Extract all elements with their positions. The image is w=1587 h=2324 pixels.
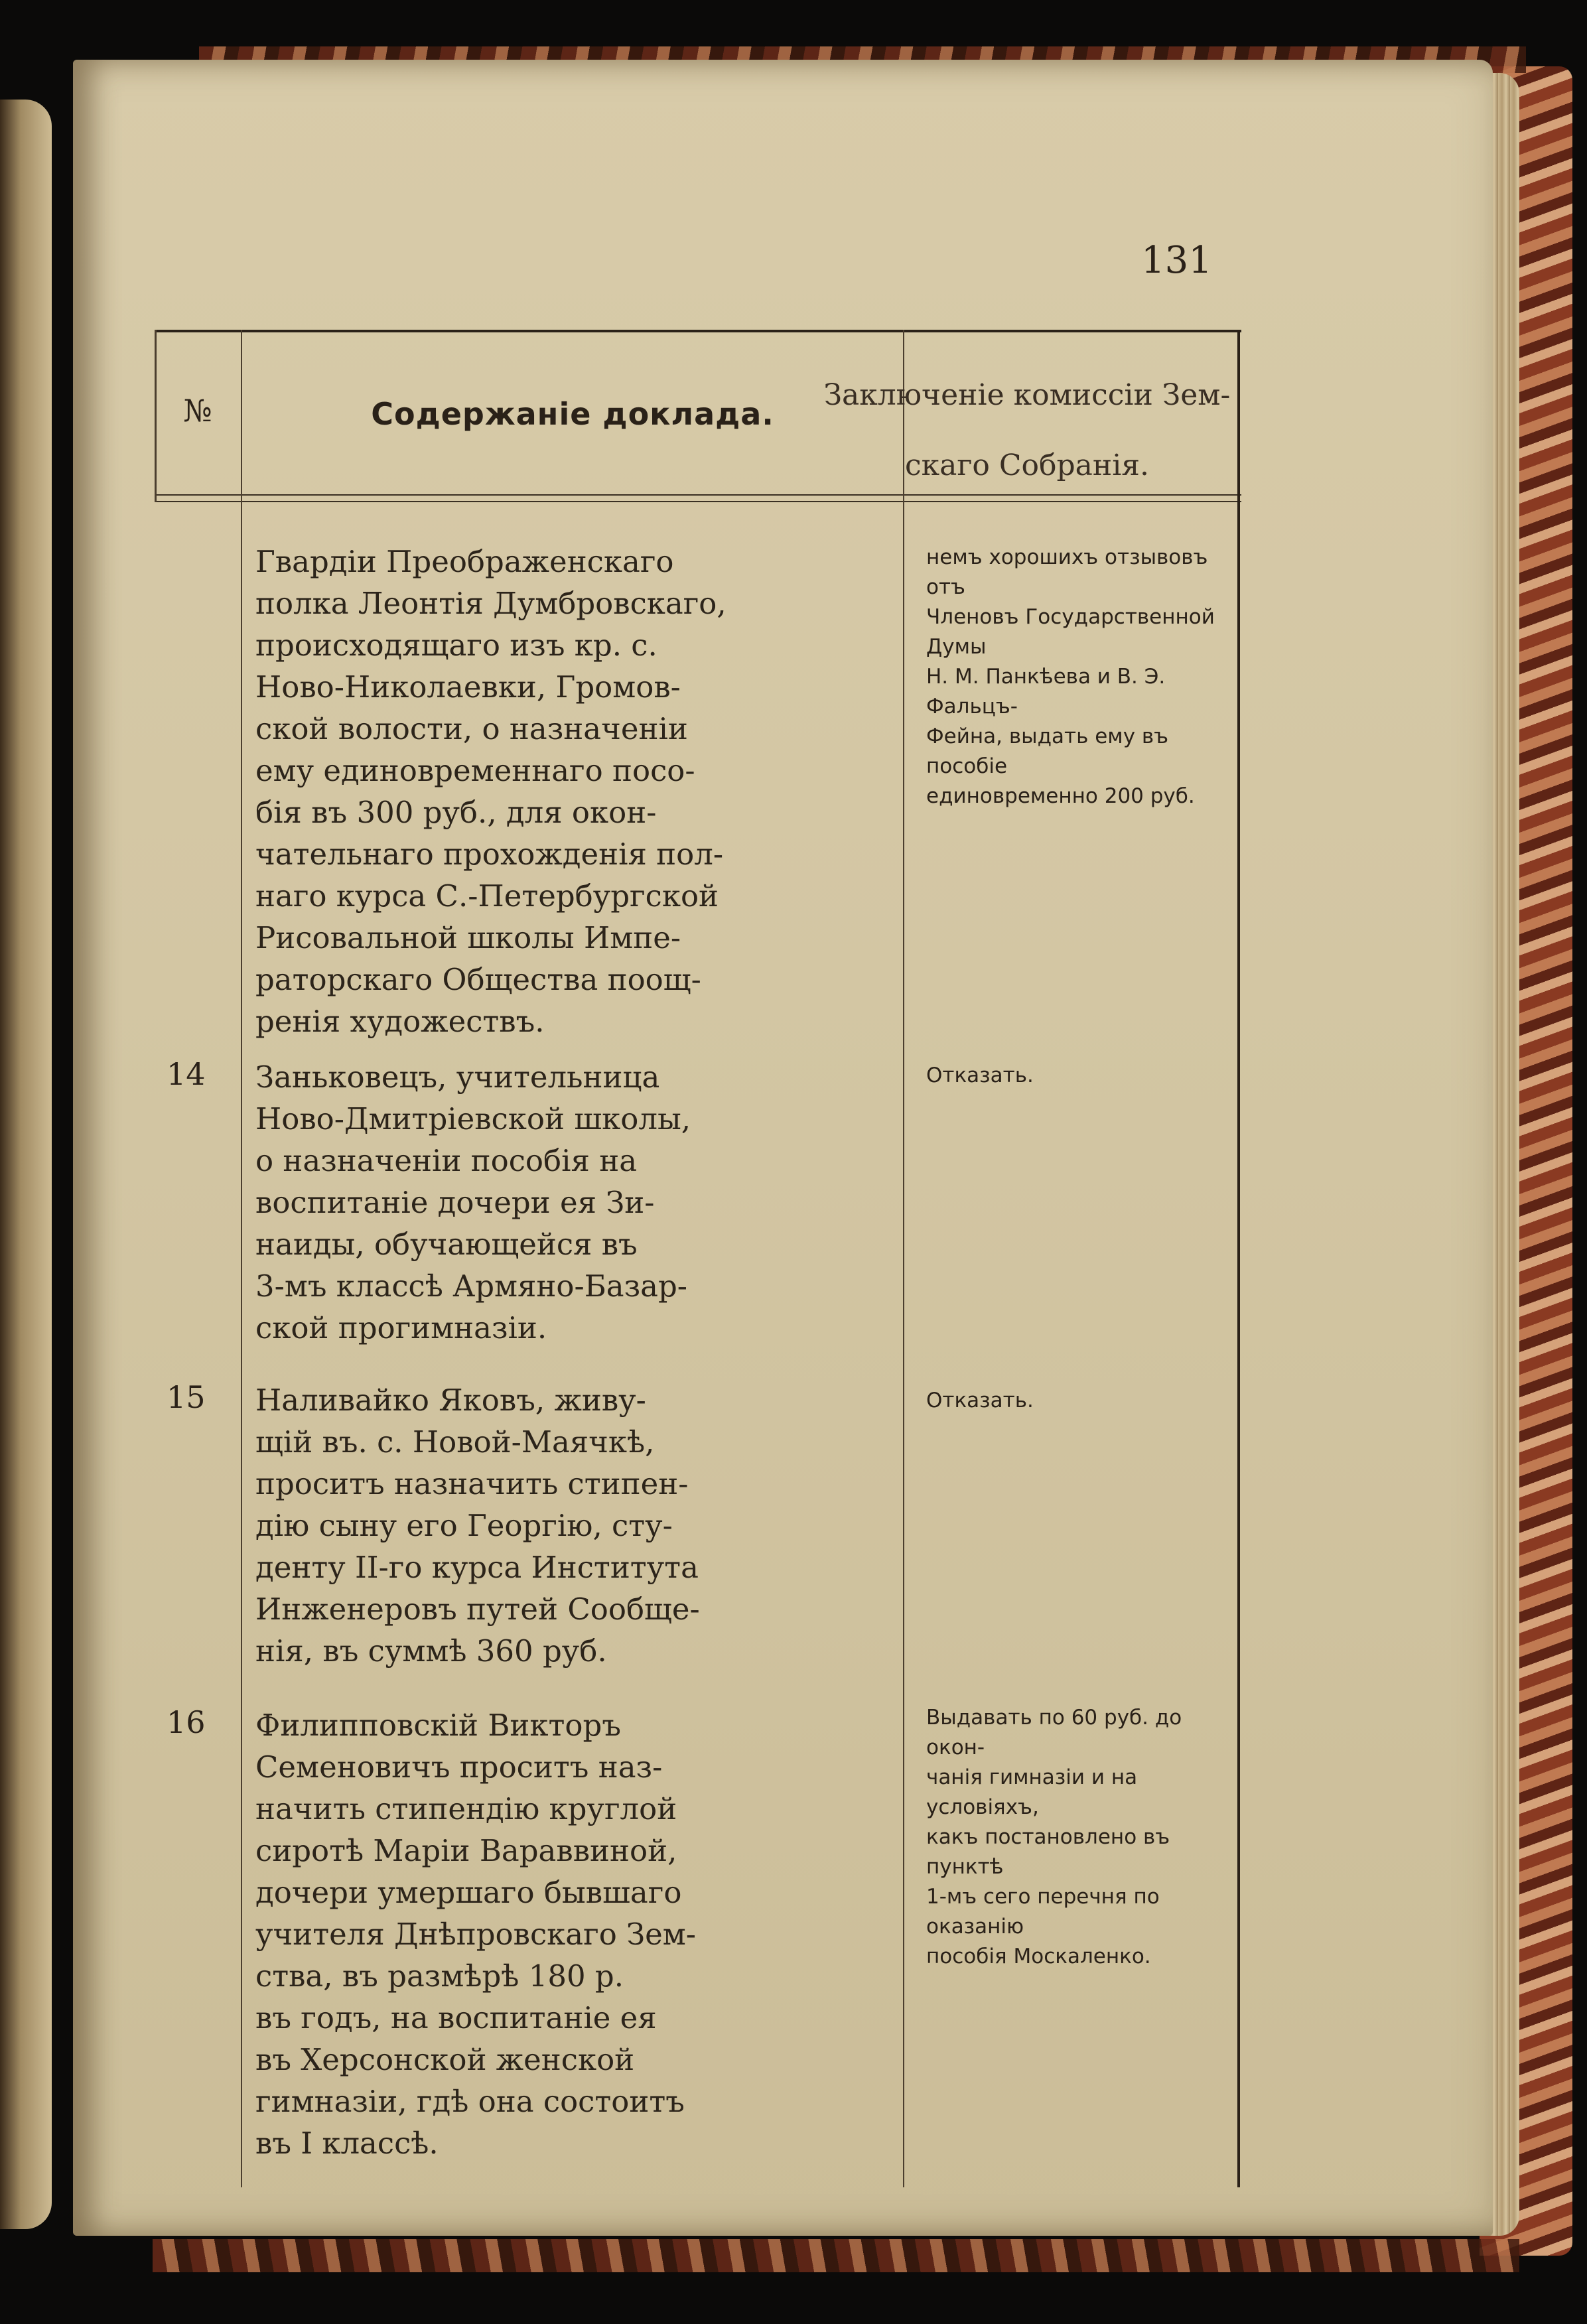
- marbled-bottom-edge: [153, 2239, 1519, 2272]
- header-content: Содержаніе доклада.: [371, 396, 774, 432]
- header-number: №: [183, 393, 212, 429]
- column-divider-number: [241, 330, 242, 2187]
- column-divider-conclusion: [903, 330, 904, 2187]
- header-rule-double: [155, 501, 1241, 502]
- left-page-edge: [0, 100, 52, 2229]
- row-conclusion: Отказать.: [926, 1389, 1034, 1412]
- row-content: Заньковецъ, учительница Ново-Дмитріевской школы, о назначеніи пособія на воспитаніе дочери ея Зи- наиды, обучающейся въ 3-мъ классѣ Армяно-Базар- ской прогимназіи.: [255, 1059, 691, 1345]
- row-conclusion: немъ хорошихъ отзывовъ отъ Членовъ Государственной Думы Н. М. Панкѣева и В. Э. Фальцъ- Фейна, выдать ему въ пособіе единовременно 200 руб.: [926, 545, 1215, 808]
- row-content: Гвардіи Преображенскаго полка Леонтія Думбровскаго, происходящаго изъ кр. с. Ново-Николаевки, Громов- ской волости, о назначеніи ему единовременнаго посо- бія въ 300 руб., для окон- чательнаго прохожденія пол- наго курса С.-Петербургской Рисовальной школы Импе- раторскаго Общества поощ- ренія художествъ.: [255, 544, 726, 1039]
- report-table: [155, 330, 1241, 2187]
- row-number: 16: [167, 1704, 206, 1740]
- row-content: Филипповскій Викторъ Семеновичъ проситъ наз- начить стипендію круглой сиротѣ Маріи Вараввиной, дочери умершаго бывшаго учителя Днѣпровскаго Зем- ства, въ размѣрѣ 180 р. въ годъ, на воспитаніе ея въ Херсонской женской гимназіи, гдѣ она состоитъ въ I классѣ.: [255, 1708, 696, 2161]
- table-top-rule: [155, 330, 1241, 332]
- page-number: 131: [1141, 239, 1212, 282]
- row-number: 15: [167, 1379, 206, 1415]
- header-conclusion: Заключеніе комиссіи Зем- скаго Собранія.: [823, 378, 1231, 482]
- row-conclusion: Выдавать по 60 руб. до окон- чанія гимназіи и на условіяхъ, какъ постановлено въ пунктѣ 1-мъ сего перечня по оказанію пособія Москаленко.: [926, 1706, 1182, 1968]
- row-number: 14: [167, 1056, 206, 1092]
- table-right-border: [1237, 330, 1240, 2187]
- row-content: Наливайко Яковъ, живу- щій въ. с. Новой-Маячкѣ, проситъ назначить стипен- дію сыну его Георгію, сту- денту II-го курса Института Инженеровъ путей Сообще- нія, въ суммѣ 360 руб.: [255, 1383, 700, 1669]
- row-conclusion: Отказать.: [926, 1063, 1034, 1087]
